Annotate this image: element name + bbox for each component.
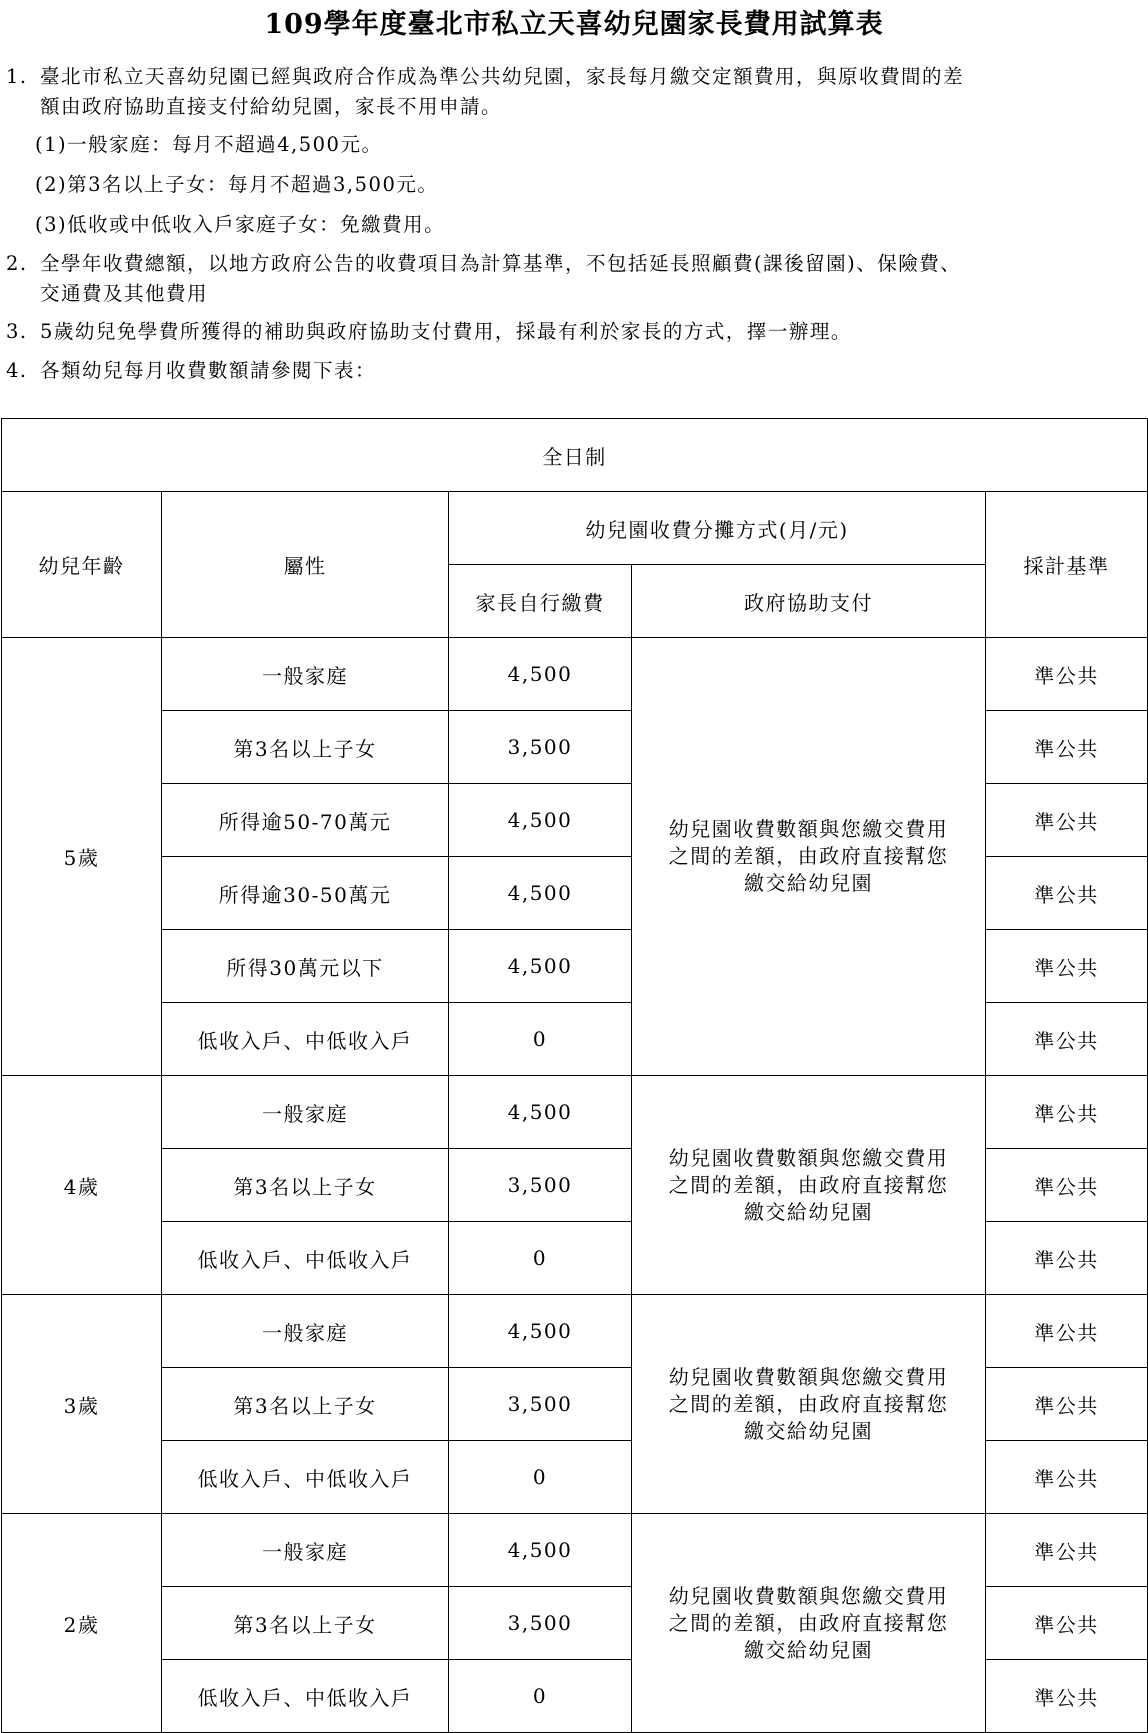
attribute-cell: 一般家庭 (162, 638, 449, 711)
gov-pay-cell (632, 638, 986, 1076)
parent-fee-cell: 3,500 (449, 1368, 632, 1441)
basis-cell: 準公共 (986, 857, 1148, 930)
gov-pay-cell (632, 1076, 986, 1295)
parent-fee-cell: 3,500 (449, 1587, 632, 1660)
note-text: 額由政府協助直接支付給幼兒園，家長不用申請。 (40, 95, 503, 118)
note-text: 各類幼兒每月收費數額請參閱下表： (40, 359, 377, 382)
parent-fee-cell: 0 (449, 1441, 632, 1514)
attribute-cell: 一般家庭 (162, 1076, 449, 1149)
parent-fee-cell: 0 (449, 1222, 632, 1295)
note-number: 2. (6, 252, 28, 275)
note-text: 5歲幼兒免學費所獲得的補助與政府協助支付費用，採最有利於家長的方式，擇一辦理。 (40, 320, 852, 343)
note-number: 1. (6, 65, 28, 88)
basis-cell: 準公共 (986, 638, 1148, 711)
gov-pay-line: 幼兒園收費數額與您繳交費用 (668, 1583, 949, 1608)
parent-fee-cell: 3,500 (449, 711, 632, 784)
attribute-cell: 所得逾30-50萬元 (162, 857, 449, 930)
attribute-cell: 第3名以上子女 (162, 711, 449, 784)
attribute-cell: 一般家庭 (162, 1295, 449, 1368)
header-basis: 採計基準 (986, 492, 1148, 638)
basis-cell: 準公共 (986, 1222, 1148, 1295)
gov-pay-line: 幼兒園收費數額與您繳交費用 (668, 817, 949, 841)
gov-pay-line: 之間的差額，由政府直接幫您 (668, 844, 949, 868)
note-number: 4. (6, 359, 28, 382)
gov-pay-line: 繳交給幼兒園 (744, 1418, 873, 1443)
page-title: 109學年度臺北市私立天喜幼兒園家長費用試算表 (264, 9, 884, 40)
attribute-cell: 一般家庭 (162, 1514, 449, 1587)
sub-item: (1)一般家庭：每月不超過4,500元。 (35, 133, 383, 156)
gov-pay-line: 幼兒園收費數額與您繳交費用 (668, 1145, 949, 1170)
basis-cell: 準公共 (986, 1660, 1148, 1733)
header-attribute: 屬性 (162, 492, 449, 638)
parent-fee-cell: 4,500 (449, 930, 632, 1003)
note-text: 臺北市私立天喜幼兒園已經與政府合作成為準公共幼兒園，家長每月繳交定額費用，與原收費間的差 (40, 65, 965, 88)
parent-fee-cell: 4,500 (449, 1514, 632, 1587)
parent-fee-cell: 0 (449, 1003, 632, 1076)
basis-cell: 準公共 (986, 1003, 1148, 1076)
basis-cell: 準公共 (986, 1149, 1148, 1222)
table-row (2, 638, 1148, 711)
fee-table (1, 418, 1148, 1733)
sub-item: (3)低收或中低收入戶家庭子女：免繳費用。 (35, 213, 446, 236)
table-caption: 全日制 (2, 419, 1148, 492)
parent-fee-cell: 4,500 (449, 638, 632, 711)
gov-pay-line: 之間的差額，由政府直接幫您 (668, 1391, 949, 1416)
note-text: 全學年收費總額，以地方政府公告的收費項目為計算基準，不包括延長照顧費(課後留園)、保險費、 (40, 252, 962, 275)
parent-fee-cell: 4,500 (449, 1295, 632, 1368)
parent-fee-cell: 4,500 (449, 1076, 632, 1149)
parent-fee-cell: 3,500 (449, 1149, 632, 1222)
gov-pay-line: 繳交給幼兒園 (744, 871, 873, 895)
attribute-cell: 低收入戶、中低收入戶 (162, 1222, 449, 1295)
gov-pay-cell (632, 1514, 986, 1733)
gov-pay-line: 之間的差額，由政府直接幫您 (668, 1610, 949, 1635)
note-number: 3. (6, 320, 28, 343)
header-fee-split: 幼兒園收費分攤方式(月/元) (449, 492, 986, 565)
basis-cell: 準公共 (986, 1587, 1148, 1660)
gov-pay-line: 繳交給幼兒園 (744, 1199, 873, 1224)
basis-cell: 準公共 (986, 1368, 1148, 1441)
attribute-cell: 第3名以上子女 (162, 1149, 449, 1222)
gov-pay-text (632, 1145, 985, 1226)
attribute-cell: 所得30萬元以下 (162, 930, 449, 1003)
basis-cell: 準公共 (986, 784, 1148, 857)
attribute-cell: 所得逾50-70萬元 (162, 784, 449, 857)
gov-pay-cell (632, 1295, 986, 1514)
gov-pay-line: 之間的差額，由政府直接幫您 (668, 1172, 949, 1197)
basis-cell: 準公共 (986, 711, 1148, 784)
parent-fee-cell: 4,500 (449, 857, 632, 930)
age-cell: 2歲 (2, 1514, 162, 1733)
age-cell: 4歲 (2, 1076, 162, 1295)
header-parent-pay: 家長自行繳費 (449, 565, 632, 638)
header-gov-pay: 政府協助支付 (632, 565, 986, 638)
parent-fee-cell: 0 (449, 1660, 632, 1733)
basis-cell: 準公共 (986, 1441, 1148, 1514)
table-row (2, 1295, 1148, 1368)
note-text: 交通費及其他費用 (40, 282, 209, 305)
basis-cell: 準公共 (986, 1076, 1148, 1149)
basis-cell: 準公共 (986, 1295, 1148, 1368)
parent-fee-cell: 4,500 (449, 784, 632, 857)
header-age: 幼兒年齡 (2, 492, 162, 638)
gov-pay-text (632, 1583, 985, 1664)
attribute-cell: 第3名以上子女 (162, 1587, 449, 1660)
fee-table-body (2, 638, 1148, 1733)
table-row (2, 1076, 1148, 1149)
gov-pay-text (632, 1364, 985, 1445)
attribute-cell: 第3名以上子女 (162, 1368, 449, 1441)
attribute-cell: 低收入戶、中低收入戶 (162, 1441, 449, 1514)
basis-cell: 準公共 (986, 1514, 1148, 1587)
attribute-cell: 低收入戶、中低收入戶 (162, 1660, 449, 1733)
gov-pay-line: 繳交給幼兒園 (744, 1637, 873, 1662)
gov-pay-text (632, 816, 985, 897)
age-cell: 5歲 (2, 638, 162, 1076)
gov-pay-line: 幼兒園收費數額與您繳交費用 (668, 1364, 949, 1389)
age-cell: 3歲 (2, 1295, 162, 1514)
table-row (2, 1514, 1148, 1587)
basis-cell: 準公共 (986, 930, 1148, 1003)
attribute-cell: 低收入戶、中低收入戶 (162, 1003, 449, 1076)
sub-item: (2)第3名以上子女：每月不超過3,500元。 (35, 173, 439, 196)
